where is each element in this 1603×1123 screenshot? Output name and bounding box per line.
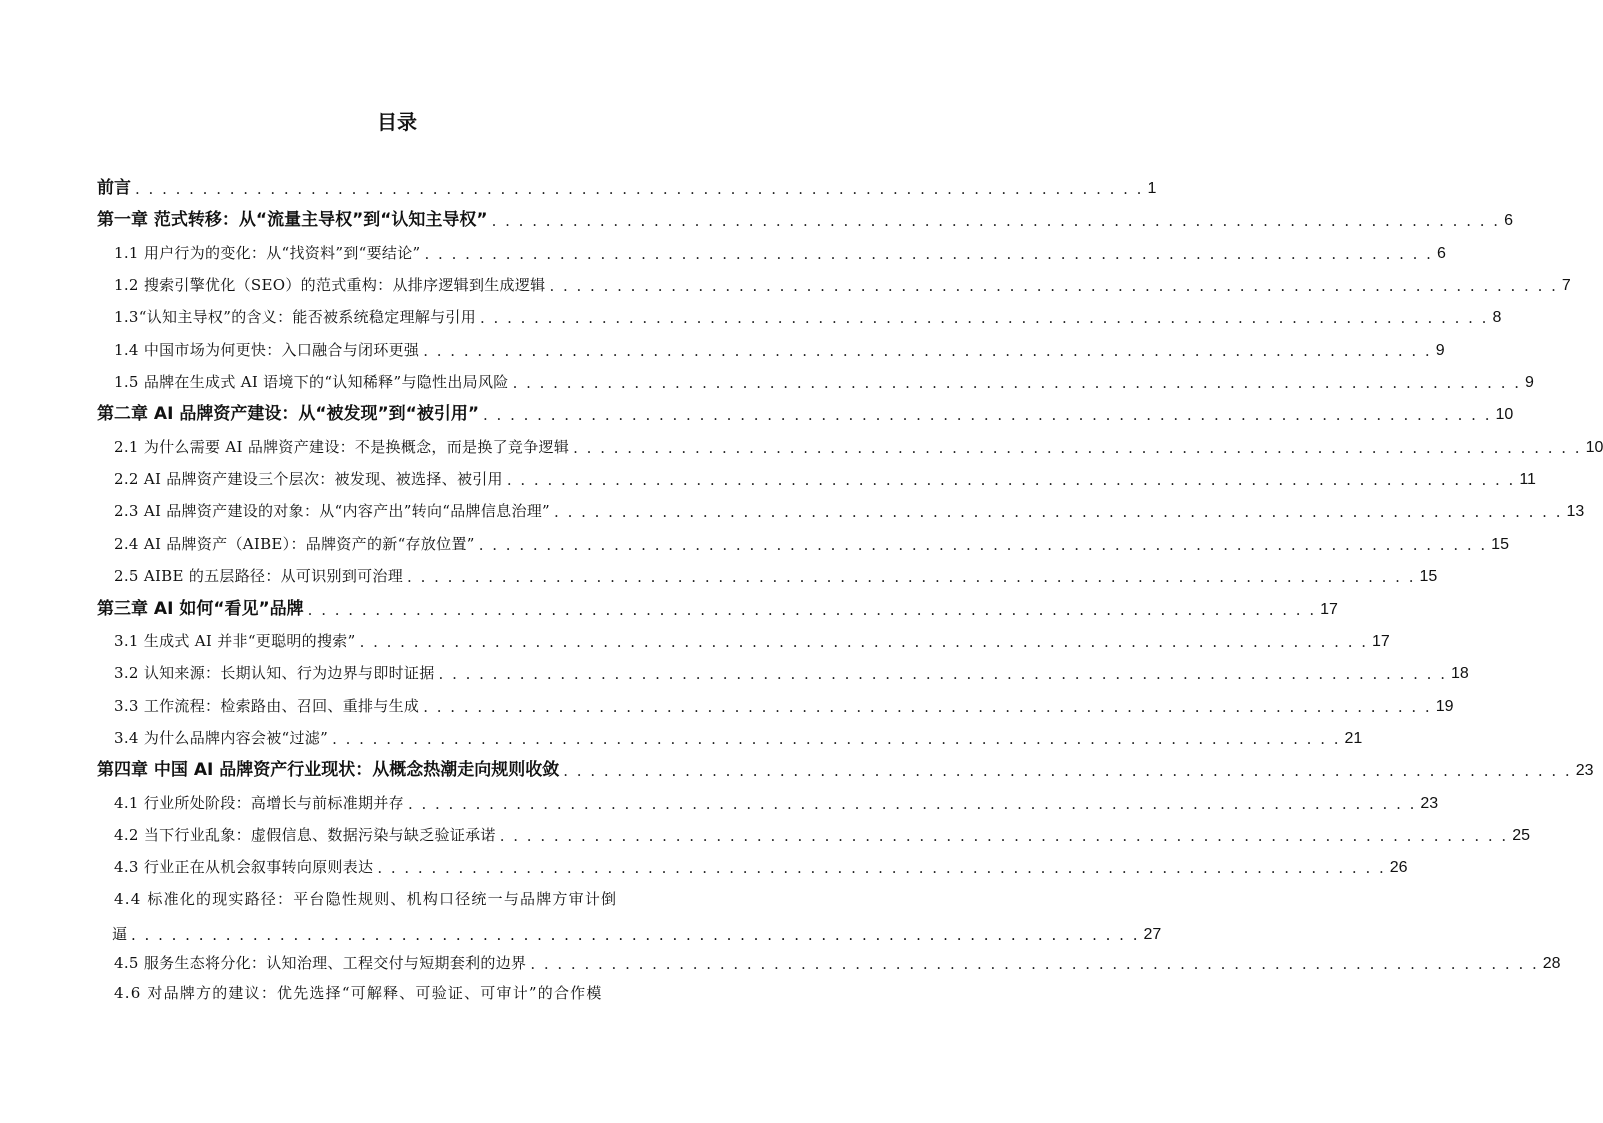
leader-dots: . . . . . . . . . . . . . . . . . . . . . . . . . . . . . . . . . . . . . . . . . . . . . . . . . . . . . . . . . . . . . . . . . . . . . . . . . . . xyxy=(407,568,1416,586)
toc-entry-page: 28 xyxy=(1542,955,1561,972)
toc-entry-2-5[interactable] xyxy=(0,556,1438,586)
toc-entry-page: 9 xyxy=(1435,342,1445,359)
toc-entry-4-4[interactable] xyxy=(0,884,1162,944)
toc-entry-3-4[interactable] xyxy=(0,718,1363,748)
toc-entry-label: 逼 xyxy=(112,925,128,943)
toc-entry-4-5[interactable] xyxy=(0,943,1561,973)
toc-entry-page: 18 xyxy=(1450,665,1469,682)
toc-entry-label: 前言 xyxy=(97,178,131,198)
leader-dots: . . . . . . . . . . . . . . . . . . . . . . . . . . . . . . . . . . . . . . . . . . . . . . . . . . . . . . . . . . . . . . . . . . . . . . . . . . . xyxy=(478,536,1488,554)
toc-entry-page: 23 xyxy=(1420,795,1439,812)
toc-entry-4-1[interactable] xyxy=(0,783,1439,813)
toc-entry-label: 2.1 为什么需要 AI 品牌资产建设：不是换概念，而是换了竞争逻辑 xyxy=(114,438,570,456)
leader-dots: . . . . . . . . . . . . . . . . . . . . . . . . . . . . . . . . . . . . . . . . . . . . . . . . . . . . . . . . . . . . . . . . . . . . . . . . . . . xyxy=(131,926,1140,944)
toc-entry-label: 第四章 中国 AI 品牌资产行业现状：从概念热潮走向规则收敛 xyxy=(97,760,560,780)
toc-entry-2-2[interactable] xyxy=(0,459,1536,489)
toc-entry-page: 7 xyxy=(1561,277,1571,294)
toc-entry-label: 3.3 工作流程：检索路由、召回、重排与生成 xyxy=(114,697,420,715)
toc-entry-1-3[interactable] xyxy=(0,297,1502,327)
leader-dots: . . . . . . . . . . . . . . . . . . . . . . . . . . . . . . . . . . . . . . . . . . . . . . . . . . . . . . . . . . . . . . . . . . . . . . . . . . . xyxy=(499,827,1509,845)
toc-entry-preface[interactable] xyxy=(0,168,1157,198)
leader-dots: . . . . . . . . . . . . . . . . . . . . . . . . . . . . . . . . . . . . . . . . . . . . . . . . . . . . . . . . . . . . . . . . . . . . . . . . . . . xyxy=(573,439,1582,457)
toc-entry-label: 1.2 搜索引擎优化（SEO）的范式重构：从排序逻辑到生成逻辑 xyxy=(114,276,546,294)
toc-entry-4-6[interactable]: 4.6 对品牌方的建议：优先选择“可解释、可验证、可审计”的合作模 xyxy=(114,984,603,1002)
toc-entry-label: 2.5 AIBE 的五层路径：从可识别到可治理 xyxy=(114,567,404,585)
toc-entry-label: 2.2 AI 品牌资产建设三个层次：被发现、被选择、被引用 xyxy=(114,470,503,488)
toc-entry-2-1[interactable] xyxy=(0,427,1603,457)
toc-entry-page: 17 xyxy=(1372,633,1390,650)
toc-entry-label: 4.1 行业所处阶段：高增长与前标准期并存 xyxy=(114,794,404,812)
leader-dots: . . . . . . . . . . . . . . . . . . . . . . . . . . . . . . . . . . . . . . . . . . . . . . . . . . . . . . . . . . . . . . . . . . . . . . . . . . . xyxy=(423,698,1432,716)
toc-entry-label: 1.3“认知主导权”的含义：能否被系统稳定理解与引用 xyxy=(114,308,476,326)
toc-entry-label: 1.1 用户行为的变化：从“找资料”到“要结论” xyxy=(114,244,421,262)
toc-entry-chapter-3[interactable] xyxy=(0,589,1338,619)
toc-entry-1-2[interactable] xyxy=(0,265,1571,295)
toc-entry-chapter-1[interactable] xyxy=(0,200,1513,230)
toc-entry-page: 26 xyxy=(1389,859,1408,876)
leader-dots: . . . . . . . . . . . . . . . . . . . . . . . . . . . . . . . . . . . . . . . . . . . . . . . . . . . . . . . . . . . . . . . . . . . . . . . . . . . xyxy=(491,212,1501,230)
toc-entry-label: 4.2 当下行业乱象：虚假信息、数据污染与缺乏验证承诺 xyxy=(114,826,496,844)
leader-dots: . . . . . . . . . . . . . . . . . . . . . . . . . . . . . . . . . . . . . . . . . . . . . . . . . . . . . . . . . . . . . . . . . . . . . . . . . . . xyxy=(407,795,1417,813)
toc-entry-page: 1 xyxy=(1147,180,1157,197)
toc-entry-page: 21 xyxy=(1344,730,1363,747)
toc-entry-1-5[interactable] xyxy=(0,362,1534,392)
toc-entry-label-line2 xyxy=(112,914,1162,944)
toc-entry-label: 第一章 范式转移：从“流量主导权”到“认知主导权” xyxy=(97,210,488,230)
leader-dots: . . . . . . . . . . . . . . . . . . . . . . . . . . . . . . . . . . . . . . . . . . . . . . . . . . . . . . . . . . . . . . . . . . . . . . . . . . . xyxy=(483,406,1492,424)
toc-entry-page: 9 xyxy=(1525,374,1534,391)
leader-dots: . . . . . . . . . . . . . . . . . . . . . . . . . . . . . . . . . . . . . . . . . . . . . . . . . . . . . . . . . . . . . . . . . . . . . . . . . . . xyxy=(307,601,1317,619)
toc-entry-label: 4.5 服务生态将分化：认知治理、工程交付与短期套利的边界 xyxy=(114,954,527,972)
toc-entry-page: 19 xyxy=(1435,698,1454,715)
toc-entry-page: 11 xyxy=(1519,471,1536,488)
leader-dots: . . . . . . . . . . . . . . . . . . . . . . . . . . . . . . . . . . . . . . . . . . . . . . . . . . . . . . . . . . . . . . . . . . . . . . . . . . . xyxy=(135,180,1144,198)
toc-title: 目录 xyxy=(377,110,417,134)
leader-dots: . . . . . . . . . . . . . . . . . . . . . . . . . . . . . . . . . . . . . . . . . . . . . . . . . . . . . . . . . . . . . . . . . . . . . . . . . . . xyxy=(480,309,1489,327)
toc-entry-label: 3.1 生成式 AI 并非“更聪明的搜索” xyxy=(114,632,356,650)
leader-dots: . . . . . . . . . . . . . . . . . . . . . . . . . . . . . . . . . . . . . . . . . . . . . . . . . . . . . . . . . . . . . . . . . . . . . . . . . . . xyxy=(332,730,1341,748)
toc-entry-page: 8 xyxy=(1492,309,1502,326)
toc-entry-label: 1.5 品牌在生成式 AI 语境下的“认知稀释”与隐性出局风险 xyxy=(114,373,509,391)
toc-entry-3-3[interactable] xyxy=(0,686,1454,716)
toc-entry-chapter-4[interactable] xyxy=(0,750,1594,780)
leader-dots: . . . . . . . . . . . . . . . . . . . . . . . . . . . . . . . . . . . . . . . . . . . . . . . . . . . . . . . . . . . . . . . . . . . . . . . . . . . xyxy=(423,342,1432,360)
toc-entry-label: 2.4 AI 品牌资产（AIBE）：品牌资产的新“存放位置” xyxy=(114,535,475,553)
leader-dots: . . . . . . . . . . . . . . . . . . . . . . . . . . . . . . . . . . . . . . . . . . . . . . . . . . . . . . . . . . . . . . . . . . . . . . . . . . . xyxy=(563,762,1572,780)
toc-entry-label: 4.3 行业正在从机会叙事转向原则表达 xyxy=(114,858,374,876)
leader-dots: . . . . . . . . . . . . . . . . . . . . . . . . . . . . . . . . . . . . . . . . . . . . . . . . . . . . . . . . . . . . . . . . . . . . . . . . . . . xyxy=(512,374,1522,392)
toc-entry-page: 15 xyxy=(1491,536,1509,553)
toc-entry-page: 27 xyxy=(1143,926,1162,943)
toc-entry-page: 23 xyxy=(1575,762,1594,779)
leader-dots: . . . . . . . . . . . . . . . . . . . . . . . . . . . . . . . . . . . . . . . . . . . . . . . . . . . . . . . . . . . . . . . . . . . . . . . . . . . xyxy=(554,503,1563,521)
toc-entry-page: 6 xyxy=(1504,212,1513,229)
toc-entry-page: 17 xyxy=(1320,601,1338,618)
leader-dots: . . . . . . . . . . . . . . . . . . . . . . . . . . . . . . . . . . . . . . . . . . . . . . . . . . . . . . . . . . . . . . . . . . . . . . . . . . . xyxy=(549,277,1558,295)
toc-entry-2-4[interactable] xyxy=(0,524,1509,554)
toc-entry-page: 13 xyxy=(1566,503,1585,520)
toc-entry-2-3[interactable] xyxy=(0,491,1585,521)
toc-entry-4-3[interactable] xyxy=(0,847,1408,877)
toc-entry-page: 15 xyxy=(1419,568,1438,585)
toc-entry-label-line1: 4.4 标准化的现实路径：平台隐性规则、机构口径统一与品牌方审计倒 xyxy=(114,890,618,908)
toc-entry-1-4[interactable] xyxy=(0,330,1445,360)
toc-entry-page: 25 xyxy=(1512,827,1530,844)
toc-entry-label: 3.2 认知来源：长期认知、行为边界与即时证据 xyxy=(114,664,435,682)
leader-dots: . . . . . . . . . . . . . . . . . . . . . . . . . . . . . . . . . . . . . . . . . . . . . . . . . . . . . . . . . . . . . . . . . . . . . . . . . . . xyxy=(377,859,1386,877)
toc-entry-label: 第二章 AI 品牌资产建设：从“被发现”到“被引用” xyxy=(97,404,480,424)
toc-entry-3-1[interactable] xyxy=(0,621,1390,651)
toc-entry-label: 1.4 中国市场为何更快：入口融合与闭环更强 xyxy=(114,341,420,359)
leader-dots: . . . . . . . . . . . . . . . . . . . . . . . . . . . . . . . . . . . . . . . . . . . . . . . . . . . . . . . . . . . . . . . . . . . . . . . . . . . xyxy=(424,245,1433,263)
toc-entry-page: 10 xyxy=(1495,406,1514,423)
leader-dots: . . . . . . . . . . . . . . . . . . . . . . . . . . . . . . . . . . . . . . . . . . . . . . . . . . . . . . . . . . . . . . . . . . . . . . . . . . . xyxy=(438,665,1447,683)
toc-entry-chapter-2[interactable] xyxy=(0,394,1514,424)
toc-entry-label: 3.4 为什么品牌内容会被“过滤” xyxy=(114,729,329,747)
toc-entry-3-2[interactable] xyxy=(0,653,1469,683)
toc-entry-label: 2.3 AI 品牌资产建设的对象：从“内容产出”转向“品牌信息治理” xyxy=(114,502,551,520)
toc-entry-label: 第三章 AI 如何“看见”品牌 xyxy=(97,599,304,619)
leader-dots: . . . . . . . . . . . . . . . . . . . . . . . . . . . . . . . . . . . . . . . . . . . . . . . . . . . . . . . . . . . . . . . . . . . . . . . . . . . xyxy=(359,633,1369,651)
toc-entry-1-1[interactable] xyxy=(0,233,1446,263)
toc-entry-4-2[interactable] xyxy=(0,815,1530,845)
leader-dots: . . . . . . . . . . . . . . . . . . . . . . . . . . . . . . . . . . . . . . . . . . . . . . . . . . . . . . . . . . . . . . . . . . . . . . . . . . . xyxy=(530,955,1539,973)
toc-entry-page: 6 xyxy=(1436,245,1446,262)
toc-entry-page: 10 xyxy=(1585,439,1603,456)
leader-dots: . . . . . . . . . . . . . . . . . . . . . . . . . . . . . . . . . . . . . . . . . . . . . . . . . . . . . . . . . . . . . . . . . . . . . . . . . . . xyxy=(506,471,1516,489)
